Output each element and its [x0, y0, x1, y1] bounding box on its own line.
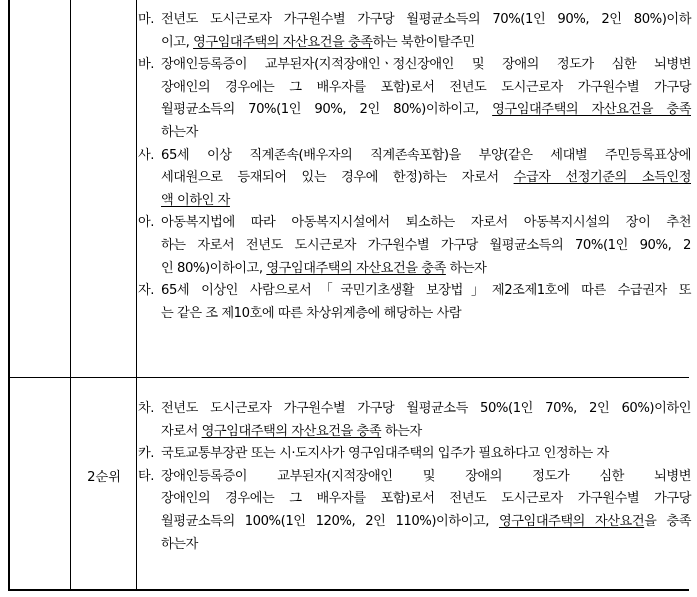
criteria-item [138, 54, 691, 144]
item-line [161, 303, 691, 326]
criteria-item [138, 145, 691, 213]
underlined-text: 영구임대주택의 자산요건을 충족 [492, 102, 691, 118]
text-segment: 월평균소득의 70%(1인 90%, 2인 80%)이하이고, [161, 102, 493, 118]
text-segment: 하는 자로서 전년도 도시근로자 가구원수별 가구당 월평균소득의 70%(1인 90%, 2 [161, 237, 691, 253]
text-segment: 65세 이상인 사람으로서「국민기초생활 보장법」제2조제1호에 따른 수급권자 또 [161, 283, 691, 299]
text-segment: 월평균소득의 100%(1인 120%, 2인 110%)이하이고, [161, 513, 499, 529]
item-line [161, 235, 691, 258]
text-segment: 장애인의 경우에는 그 배우자를 포함)로서 전년도 도시근로자 가구원수별 가구당 [161, 79, 691, 95]
item-line [161, 145, 691, 168]
criteria-item [138, 443, 691, 466]
item-marker: 차. [138, 401, 155, 416]
item-line [161, 398, 691, 421]
criteria-item [138, 398, 691, 443]
criteria-cell-row-2 [138, 398, 691, 556]
item-line [161, 511, 691, 534]
text-segment: 장애인등록증이 교부된자(지적장애인ㆍ정신장애인 및 장애의 정도가 심한 뇌병변 [161, 57, 691, 73]
text-segment: 아동복지법에 따라 아동복지시설에서 퇴소하는 자로서 아동복지시설의 장이 추천 [161, 215, 691, 231]
table-row-divider [8, 377, 689, 378]
item-line [161, 280, 691, 303]
text-segment: 장애인등록증이 교부된자(지적장애인 및 장애의 정도가 심한 뇌병변 [161, 468, 691, 484]
table-bottom-border [8, 589, 689, 591]
underlined-text: 영구임대주택의 자산요건을 충족 [201, 423, 382, 439]
item-line [161, 421, 691, 444]
underlined-text: 영구임대주택의 자산요건을 충족 [266, 260, 446, 276]
item-line [161, 466, 691, 489]
item-line [161, 190, 691, 213]
text-segment: 국토교통부장관 또는 시·도지사가 영구임대주택의 입주가 필요하다고 인정하는 자 [161, 446, 609, 462]
item-line [161, 167, 691, 190]
item-line [161, 443, 691, 466]
text-segment: 전년도 도시근로자 가구원수별 가구당 월평균소득의 70%(1인 90%, 2인 80%)이하 [161, 12, 691, 27]
criteria-item [138, 466, 691, 556]
underlined-text: 영구임대주택의 자산요건 [498, 513, 645, 529]
criteria-item [138, 9, 691, 54]
item-marker: 마. [138, 12, 155, 27]
criteria-cell-row-1 [138, 9, 691, 325]
table-left-border [8, 0, 10, 591]
item-marker: 아. [138, 215, 155, 231]
item-marker: 바. [138, 57, 155, 73]
text-segment: 하는자 [161, 124, 198, 140]
text-segment: 는 같은 조 제10호에 따른 차상위계층에 해당하는 사람 [161, 305, 462, 321]
item-line [161, 54, 691, 77]
text-segment: 인 80%)이하이고, [161, 260, 267, 276]
item-line [161, 77, 691, 100]
text-segment: 하는자 [381, 423, 422, 439]
text-segment: 이고, [161, 34, 194, 50]
item-line [161, 212, 691, 235]
rank-label: 2순위 [87, 470, 121, 485]
text-segment: 하는자 [161, 536, 198, 552]
text-segment: 을 충족 [644, 513, 692, 529]
table-col-divider-2 [136, 0, 137, 591]
item-marker: 자. [138, 283, 155, 299]
text-segment: 장애인의 경우에는 그 배우자를 포함)로서 전년도 도시근로자 가구원수별 가구당 [161, 491, 691, 507]
text-segment: 전년도 도시근로자 가구원수별 가구당 월평균소득 50%(1인 70%, 2인 60%)이하인 [161, 401, 691, 416]
text-segment: 65세 이상 직계존속(배우자의 직계존속포함)을 부양(같은 세대별 주민등록표상에 [161, 147, 691, 163]
criteria-item [138, 280, 691, 325]
item-marker: 타. [138, 468, 155, 484]
criteria-item [138, 212, 691, 280]
item-line [161, 258, 691, 281]
text-segment: 자로서 [161, 423, 202, 439]
text-segment: 하는자 [445, 260, 487, 276]
item-line [161, 9, 691, 32]
item-line [161, 534, 691, 557]
eligibility-table [8, 0, 692, 591]
item-line [161, 488, 691, 511]
item-line [161, 32, 691, 55]
underlined-text: 액 이하인 자 [161, 192, 230, 208]
text-segment: 세대원으로 등재되어 있는 경우에 한정)하는 자로서 [161, 170, 514, 186]
text-segment: 하는 북한이탈주민 [372, 34, 475, 50]
item-line [161, 122, 691, 145]
table-col-divider-1 [70, 0, 71, 591]
underlined-text: 영구임대주택의 자산요건을 충족 [193, 34, 373, 50]
underlined-text: 수급자 선정기준의 소득인정 [513, 170, 692, 186]
item-marker: 카. [138, 446, 155, 462]
item-line [161, 99, 691, 122]
item-marker: 사. [138, 147, 155, 163]
